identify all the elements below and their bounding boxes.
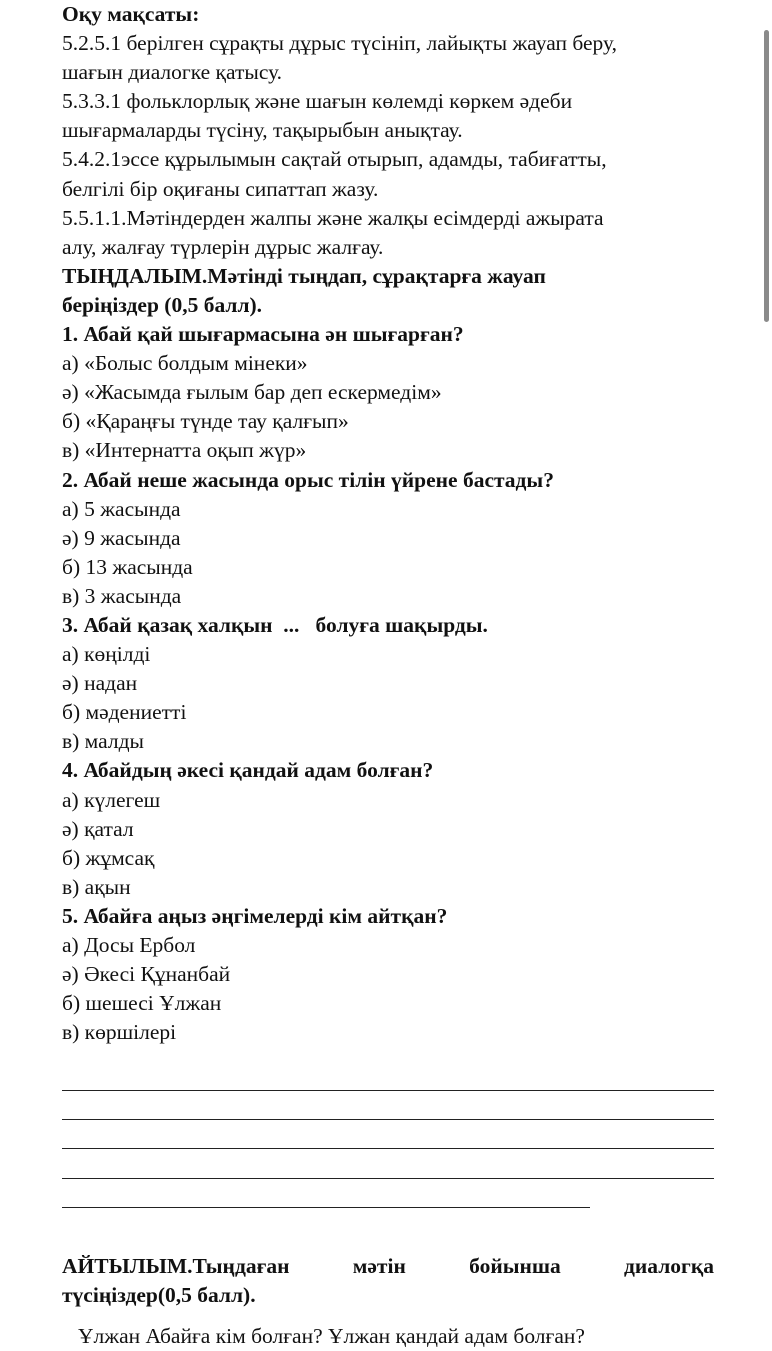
objective-line: 5.2.5.1 берілген сұрақты дұрыс түсініп, лайықты жауап беру, [62,31,617,56]
objective-line: 5.3.3.1 фольклорлық және шағын көлемді көркем әдеби [62,89,573,114]
answer-line [62,1120,714,1149]
answer-option: ә) надан [62,671,138,696]
question-block [62,756,714,901]
question-block [62,466,714,611]
answer-option: б) шешесі Ұлжан [62,991,222,1016]
answer-option: б) 13 жасында [62,554,193,579]
answer-option: ә) қатал [62,816,134,841]
answer-option: а) 5 жасында [62,496,181,521]
question-text: 4. Абайдың әкесі қандай адам болған? [62,758,434,783]
speaking-heading-word: диалогқа [624,1253,714,1278]
speaking-heading-word: мәтін [352,1253,406,1278]
question-text: 5. Абайға аңыз әңгімелерді кім айтқан? [62,903,448,928]
document-content [62,0,714,1351]
answer-option: б) мәдениетті [62,700,187,725]
objective-line: 5.5.1.1.Мәтіндерден жалпы және жалқы есімдерді ажырата [62,205,604,230]
scrollbar-thumb[interactable] [764,30,769,322]
answer-option: в) ақын [62,874,131,899]
answer-option: в) «Интернатта оқып жүр» [62,438,307,463]
answer-option: ә) «Жасымда ғылым бар деп ескермедім» [62,380,442,405]
listening-heading: ТЫҢДАЛЫМ.Мәтінді тыңдап, сұрақтарға жауап [62,263,546,288]
listening-heading-cont: беріңіздер (0,5 балл). [62,292,263,317]
answer-option: в) малды [62,729,144,754]
answer-option: б) жұмсақ [62,845,155,870]
objective-line: алу, жалғау түрлерін дұрыс жалғау. [62,234,384,259]
answer-option: в) көршілері [62,1020,177,1045]
objective-line: белгілі бір оқиғаны сипаттап жазу. [62,176,379,201]
objective-line: 5.4.2.1эссе құрылымын сақтай отырып, адамды, табиғатты, [62,147,607,172]
speaking-question: Ұлжан Абайға кім болған? Ұлжан қандай адам болған? [78,1324,585,1349]
answer-lines [62,1061,714,1207]
objectives-heading: Оқу мақсаты: [62,2,200,26]
answer-option: ә) Әкесі Құнанбай [62,962,231,987]
answer-option: в) 3 жасында [62,583,182,608]
question-text: 1. Абай қай шығармасына ән шығарған? [62,322,464,347]
speaking-heading-word: бойынша [469,1253,561,1278]
objectives-list [62,29,714,262]
question-text: 3. Абай қазақ халқын ... болуға шақырды. [62,612,488,637]
speaking-heading [62,1252,714,1281]
answer-option: а) «Болыс болдым мінеки» [62,351,308,376]
answer-line [62,1149,714,1178]
answer-line [62,1091,714,1120]
answer-option: а) күлегеш [62,787,161,812]
answer-option: б) «Қараңғы түнде тау қалғып» [62,409,349,434]
objective-line: шағын диалогке қатысу. [62,60,283,85]
answer-option: а) көңілді [62,642,151,667]
objective-line: шығармаларды түсіну, тақырыбын анықтау. [62,118,463,143]
answer-option: ә) 9 жасында [62,525,181,550]
speaking-heading-cont: түсіңіздер(0,5 балл). [62,1282,256,1307]
answer-line [62,1179,590,1208]
question-block [62,320,714,465]
question-block [62,902,714,1047]
question-block [62,611,714,756]
question-text: 2. Абай неше жасында орыс тілін үйрене бастады? [62,467,554,492]
answer-line [62,1061,714,1090]
answer-option: а) Досы Ербол [62,933,196,957]
speaking-heading-word: АЙТЫЛЫМ.Тыңдаған [62,1253,290,1278]
